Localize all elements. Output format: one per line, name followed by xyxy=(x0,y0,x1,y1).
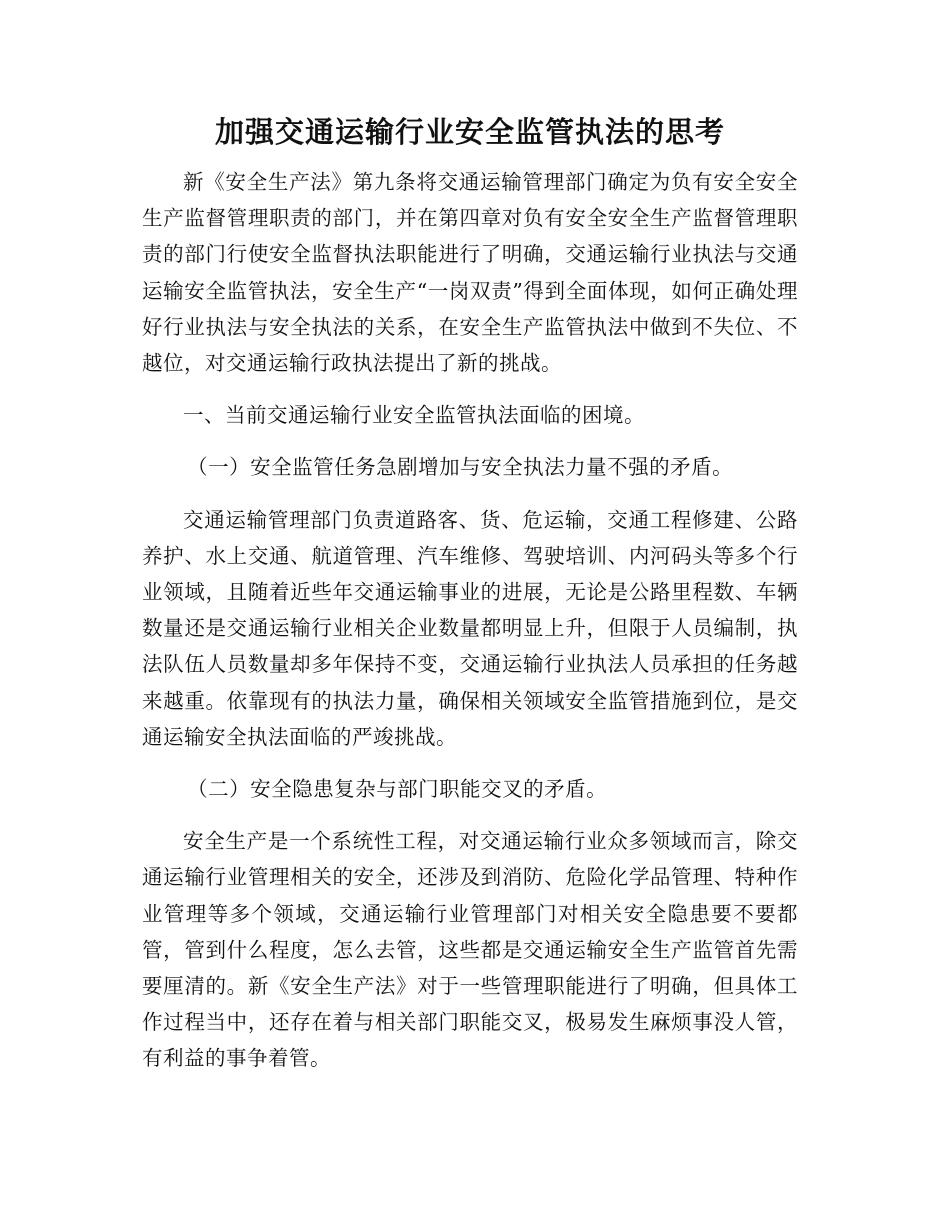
intro-paragraph: 新《安全生产法》第九条将交通运输管理部门确定为负有安全安全生产监督管理职责的部门，并在第四章对负有安全安全生产监督管理职责的部门行使安全监督执法职能进行了明确，交通运输行业执法与交通运输安全监管执法，安全生产“一岗双责”得到全面体现，如何正确处理好行业执法与安全执法的关系，在安全生产监管执法中做到不失位、不越位，对交通运输行政执法提出了新的挑战。 xyxy=(142,170,798,376)
subsection-body-1: 交通运输管理部门负责道路客、货、危运输，交通工程修建、公路养护、水上交通、航道管理、汽车维修、驾驶培训、内河码头等多个行业领域，且随着近些年交通运输事业的进展，无论是公路里程数、车辆数量还是交通运输行业相关企业数量都明显上升，但限于人员编制，执法队伍人员数量却多年保持不变，交通运输行业执法人员承担的任务越来越重。依靠现有的执法力量，确保相关领域安全监管措施到位，是交通运输安全执法面临的严竣挑战。 xyxy=(142,507,798,749)
subsection-body-2: 安全生产是一个系统性工程，对交通运输行业众多领域而言，除交通运输行业管理相关的安全，还涉及到消防、危险化学品管理、特种作业管理等多个领域，交通运输行业管理部门对相关安全隐患要不要都管，管到什么程度，怎么去管，这些都是交通运输安全生产监管首先需要厘清的。新《安全生产法》对于一些管理职能进行了明确，但具体工作过程当中，还存在着与相关部门职能交叉，极易发生麻烦事没人管，有利益的事争着管。 xyxy=(142,829,798,1071)
subsection-heading-2: （二）安全隐患复杂与部门职能交叉的矛盾。 xyxy=(187,777,608,802)
document-page xyxy=(142,108,798,1093)
document-title: 加强交通运输行业安全监管执法的思考 xyxy=(214,115,725,149)
section-heading-1: 一、当前交通运输行业安全监管执法面临的困境。 xyxy=(183,403,645,428)
subsection-heading-1: （一）安全监管任务急剧增加与安全执法力量不强的矛盾。 xyxy=(187,455,734,480)
